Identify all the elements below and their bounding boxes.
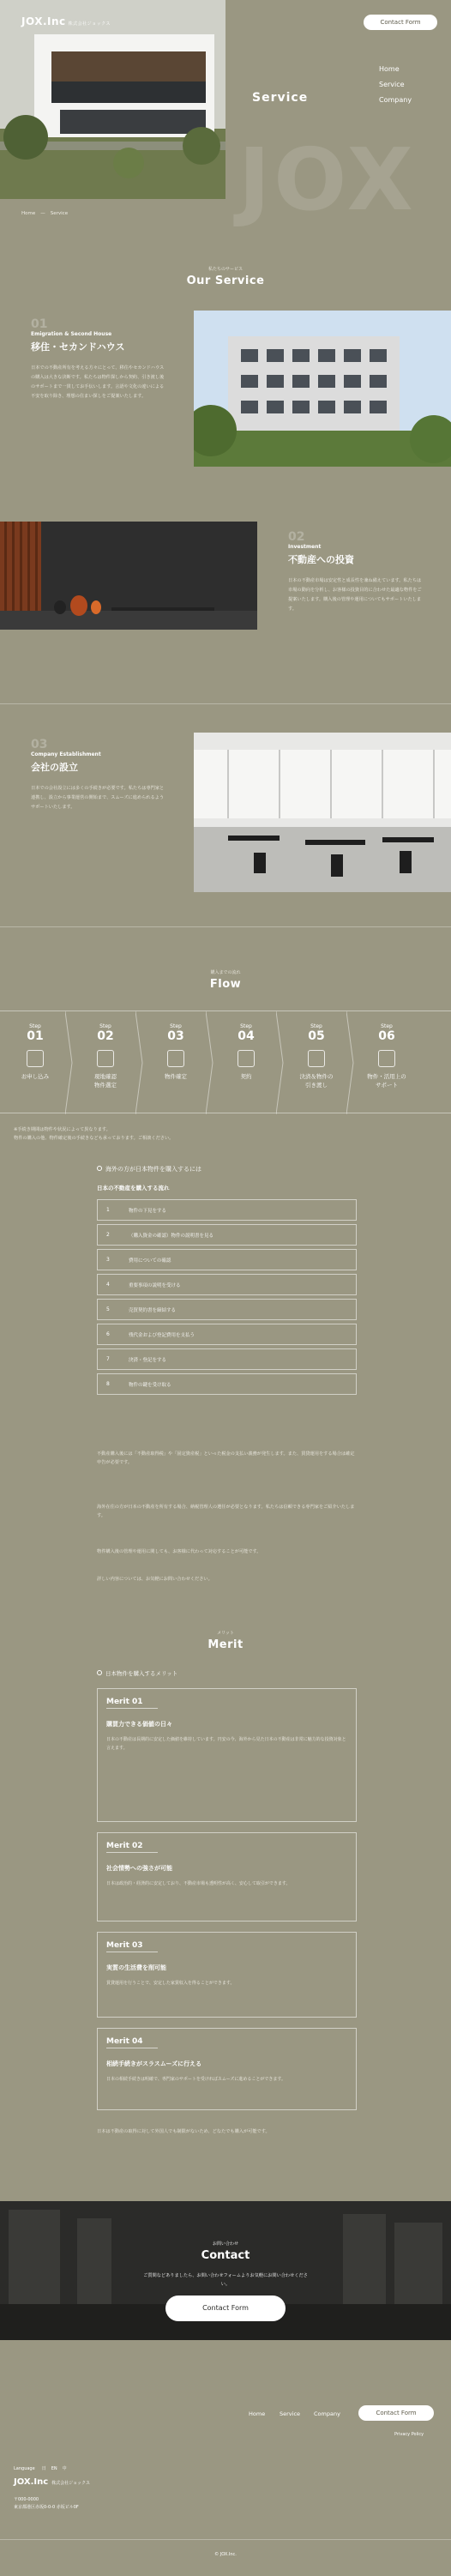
interior-photo [0,522,257,630]
step-box [97,1199,357,1221]
service-en: Emigration & Second House [31,331,112,337]
foreign-para-4: 詳しい内容については、お気軽にお問い合わせください。 [97,1577,213,1582]
flow-step [141,1011,211,1114]
merit-num: Merit 04 [106,2037,143,2046]
nav-home[interactable]: Home [379,65,400,73]
merit-body: 日本は政治的・経済的に安定しており、不動産市場も透明性が高く、安心して取引ができます。 [106,1881,291,1886]
step-label: Step [170,1023,182,1029]
step-text: 物件確定 [165,1073,187,1080]
footer-nav-home[interactable]: Home [249,2410,266,2417]
service-en: Company Establishment [31,751,101,757]
nav-service[interactable]: Service [379,81,405,88]
hero-image [0,0,226,199]
breadcrumb-current: Service [50,211,69,216]
merit-title: 購買力できる価値の日々 [106,1721,172,1728]
merit-body: 賃貸運用を行うことで、安定した家賃収入を得ることができます。 [106,1981,235,1986]
language-switcher [14,2465,67,2471]
contact-heading-jp: お問い合わせ [212,2241,238,2247]
step-label: Step [240,1023,252,1029]
merit-heading [0,1630,451,1651]
merit-body: 日本の不動産は長期的に安定した価値を維持しています。円安の今、海外から見た日本の不動産は非常に魅力的な投資対象と言えます。 [106,1737,346,1751]
service-heading [0,266,451,287]
flow-steps [0,1010,451,1113]
box-num: 2 [106,1232,110,1238]
step-text: 現地確認 物件選定 [94,1073,117,1089]
copyright: © JOX.Inc. [214,2552,237,2557]
step-arrow-icon [346,1011,355,1114]
merit-card [97,1832,357,1921]
flow-heading-en: Flow [209,978,242,991]
box-num: 3 [106,1257,110,1263]
step-arrow-icon [65,1011,74,1114]
breadcrumb: Home — Service [21,211,69,216]
zip-code: 〒000-0000 [14,2497,39,2502]
box-text: 残代金および登記費用を支払う [129,1333,195,1338]
merit-title: 社会情勢への強さが可能 [106,1865,172,1872]
foreign-para-2: 海外在住の方が日本の不動産を所有する場合、納税管理人の選任が必要となります。私たちは信頼できる専門家をご紹介いたします。 [97,1505,355,1518]
step-num: 02 [97,1029,114,1043]
step-label: Step [99,1023,111,1029]
step-arrow-icon [276,1011,285,1114]
lang-en[interactable]: EN [51,2466,57,2471]
logo-sub: 株式会社ジョックス [68,21,111,27]
service-image-2 [0,522,257,630]
service-item-1 [31,317,168,401]
merit-title: 実質の生活費を削可能 [106,1964,166,1971]
service-item-2 [288,530,425,614]
contact-heading-en: Contact [201,2249,250,2262]
step-box [97,1274,357,1295]
footer-nav-company[interactable]: Company [314,2410,340,2417]
box-text: 物件の鍵を受け取る [129,1383,171,1388]
foreign-subheading: 日本の不動産を購入する流れ [97,1185,170,1191]
merit-card [97,1932,357,2018]
building-icon [97,1050,114,1067]
service-jp: 移住・セカンドハウス [31,341,125,353]
foreign-heading-text: 海外の方が日本物件を購入するには [105,1166,201,1173]
merit-card [97,2028,357,2110]
merit-body: 日本の相続手続きは明確で、専門家のサポートを受ければスムーズに進めることができます。 [106,2077,286,2082]
service-num: 03 [31,738,48,751]
main-nav [379,62,412,108]
page-title: Service [252,91,309,105]
house-icon [167,1050,184,1067]
box-num: 6 [106,1331,110,1337]
service-num: 02 [288,530,305,544]
step-label: Step [29,1023,41,1029]
flow-step [211,1011,281,1114]
box-text: 費用についての確認 [129,1258,171,1264]
step-num: 01 [27,1029,44,1043]
box-text: 決済・登記をする [129,1358,167,1363]
flow-heading-jp: 購入までの流れ [210,970,241,975]
merit-note: 日本は不動産の取得に対して外国人でも制限がないため、どなたでも購入が可能です。 [97,2129,270,2134]
box-text: 重要事項の説明を受ける [129,1283,181,1288]
contact-section [0,2201,451,2340]
box-num: 5 [106,1306,110,1312]
office-photo [194,733,451,892]
circle-icon [97,1166,102,1171]
service-body: 日本の不動産市場は安定性と成長性を兼ね備えています。私たちは市場の動向を分析し、お客様の投資目的に合わせた最適な物件をご提案いたします。購入後の管理や運用についてもサポートいたします。 [288,578,422,612]
circle-icon [97,1670,102,1675]
hero-watermark: JOX [238,130,417,230]
footer-nav-service[interactable]: Service [280,2410,301,2417]
divider [0,703,451,704]
step-num: 05 [308,1029,325,1043]
support-icon [378,1050,395,1067]
merit-num: Merit 03 [106,1941,143,1950]
step-box [97,1348,357,1370]
foreign-para-1: 不動産購入後には「不動産取得税」や「固定資産税」といった税金の支払い義務が発生します。また、賃貸運用をする場合は確定申告が必要です。 [97,1451,355,1465]
step-text: 決済＆物件の 引き渡し [299,1073,334,1089]
divider [0,2539,451,2540]
language-label: Language [14,2466,35,2471]
address-text: 東京都港区赤坂0-0-0 赤坂ビル0F [14,2505,79,2510]
box-num: 1 [106,1207,110,1213]
step-text: 契約 [240,1073,252,1080]
contact-button[interactable]: Contact Form [364,15,437,30]
merit-underline [106,1708,158,1709]
box-num: 4 [106,1282,110,1288]
step-box [97,1373,357,1395]
step-label: Step [381,1023,393,1029]
step-box [97,1324,357,1345]
step-box [97,1299,357,1320]
building-photo [0,0,226,199]
box-text: （購入資金の確認）物件の説明書を見る [129,1234,214,1239]
flow-step [70,1011,141,1114]
apartment-photo [194,311,451,467]
flow-heading [0,969,451,991]
step-text: 物件・活用上の サポート [367,1073,406,1089]
service-num: 01 [31,317,48,331]
merit-underline [106,1852,158,1853]
flow-step [281,1011,352,1114]
footer-logo-text: JOX.Inc [14,2477,49,2487]
key-icon [308,1050,325,1067]
step-num: 03 [167,1029,184,1043]
form-icon [27,1050,44,1067]
merit-card [97,1688,357,1822]
footer-logo[interactable] [14,2477,90,2487]
lang-ja[interactable]: 日 [41,2466,46,2471]
divider [0,926,451,927]
foreign-para-3: 物件購入後の管理や運用に関しても、お客様に代わって対応することが可能です。 [97,1549,262,1554]
service-body: 日本での会社設立には多くの手続きが必要です。私たちは専門家と連携し、設立から事業運営の開始まで、スムーズに進められるようサポートいたします。 [31,786,165,810]
service-heading-jp: 私たちのサービス [207,267,243,272]
footer-logo-sub: 株式会社ジョックス [51,2481,91,2486]
service-jp: 不動産への投資 [288,554,354,565]
step-text: お申し込み [21,1073,50,1080]
privacy-link[interactable]: Privacy Policy [394,2432,424,2437]
logo-text: JOX.Inc [21,15,66,27]
contract-icon [238,1050,255,1067]
footer-contact-button[interactable]: Contact Form [358,2405,434,2421]
logo[interactable] [21,15,111,27]
service-body: 日本での不動産所有を考える方々にとって、移住やセカンドハウスの購入は大きな決断です。私たちは物件探しから契約、引き渡し後のサポートまで一貫してお手伝いします。言語や文化の違いによる不安を取り除き、理想の住まい探しをご提案いたします。 [31,365,165,399]
breadcrumb-home[interactable]: Home [21,211,36,216]
step-num: 04 [238,1029,255,1043]
box-text: 物件の下見をする [129,1209,167,1214]
contact-text: ご質問などありましたら、お問い合わせフォームよりお気軽にお問い合わせください。 [143,2273,308,2287]
flow-step [352,1011,422,1114]
step-num: 06 [378,1029,395,1043]
merit-heading-jp: メリット [217,1631,234,1636]
step-box [97,1249,357,1270]
box-num: 7 [106,1356,110,1362]
lang-zh[interactable]: 中 [62,2466,67,2471]
contact-form-button[interactable]: Contact Form [165,2295,286,2321]
service-image-1 [194,311,451,467]
step-arrow-icon [206,1011,214,1114]
service-image-3 [194,733,451,892]
service-en: Investment [288,544,322,550]
flow-step [0,1011,70,1114]
step-arrow-icon [135,1011,144,1114]
service-item-3 [31,738,168,812]
merit-subheading [97,1669,177,1677]
step-label: Step [310,1023,322,1029]
step-box [97,1224,357,1246]
merit-num: Merit 01 [106,1698,143,1706]
service-heading-en: Our Service [186,274,265,287]
merit-title: 相続手続きがスラスムーズに行える [106,2060,202,2067]
merit-subheading-text: 日本物件を購入するメリット [105,1670,178,1677]
merit-num: Merit 02 [106,1842,143,1850]
nav-company[interactable]: Company [379,96,412,104]
service-jp: 会社の設立 [31,762,78,773]
flow-note: ※手続き期間は物件や状況によって異なります。 物件の購入の他、物件確定後の手続きなども承っております。ご相談ください。 [14,1127,174,1141]
foreign-heading [97,1165,201,1173]
merit-heading-en: Merit [207,1638,244,1651]
box-num: 8 [106,1381,110,1387]
box-text: 売買契約書を締結する [129,1308,177,1313]
footer-address [14,2496,79,2512]
